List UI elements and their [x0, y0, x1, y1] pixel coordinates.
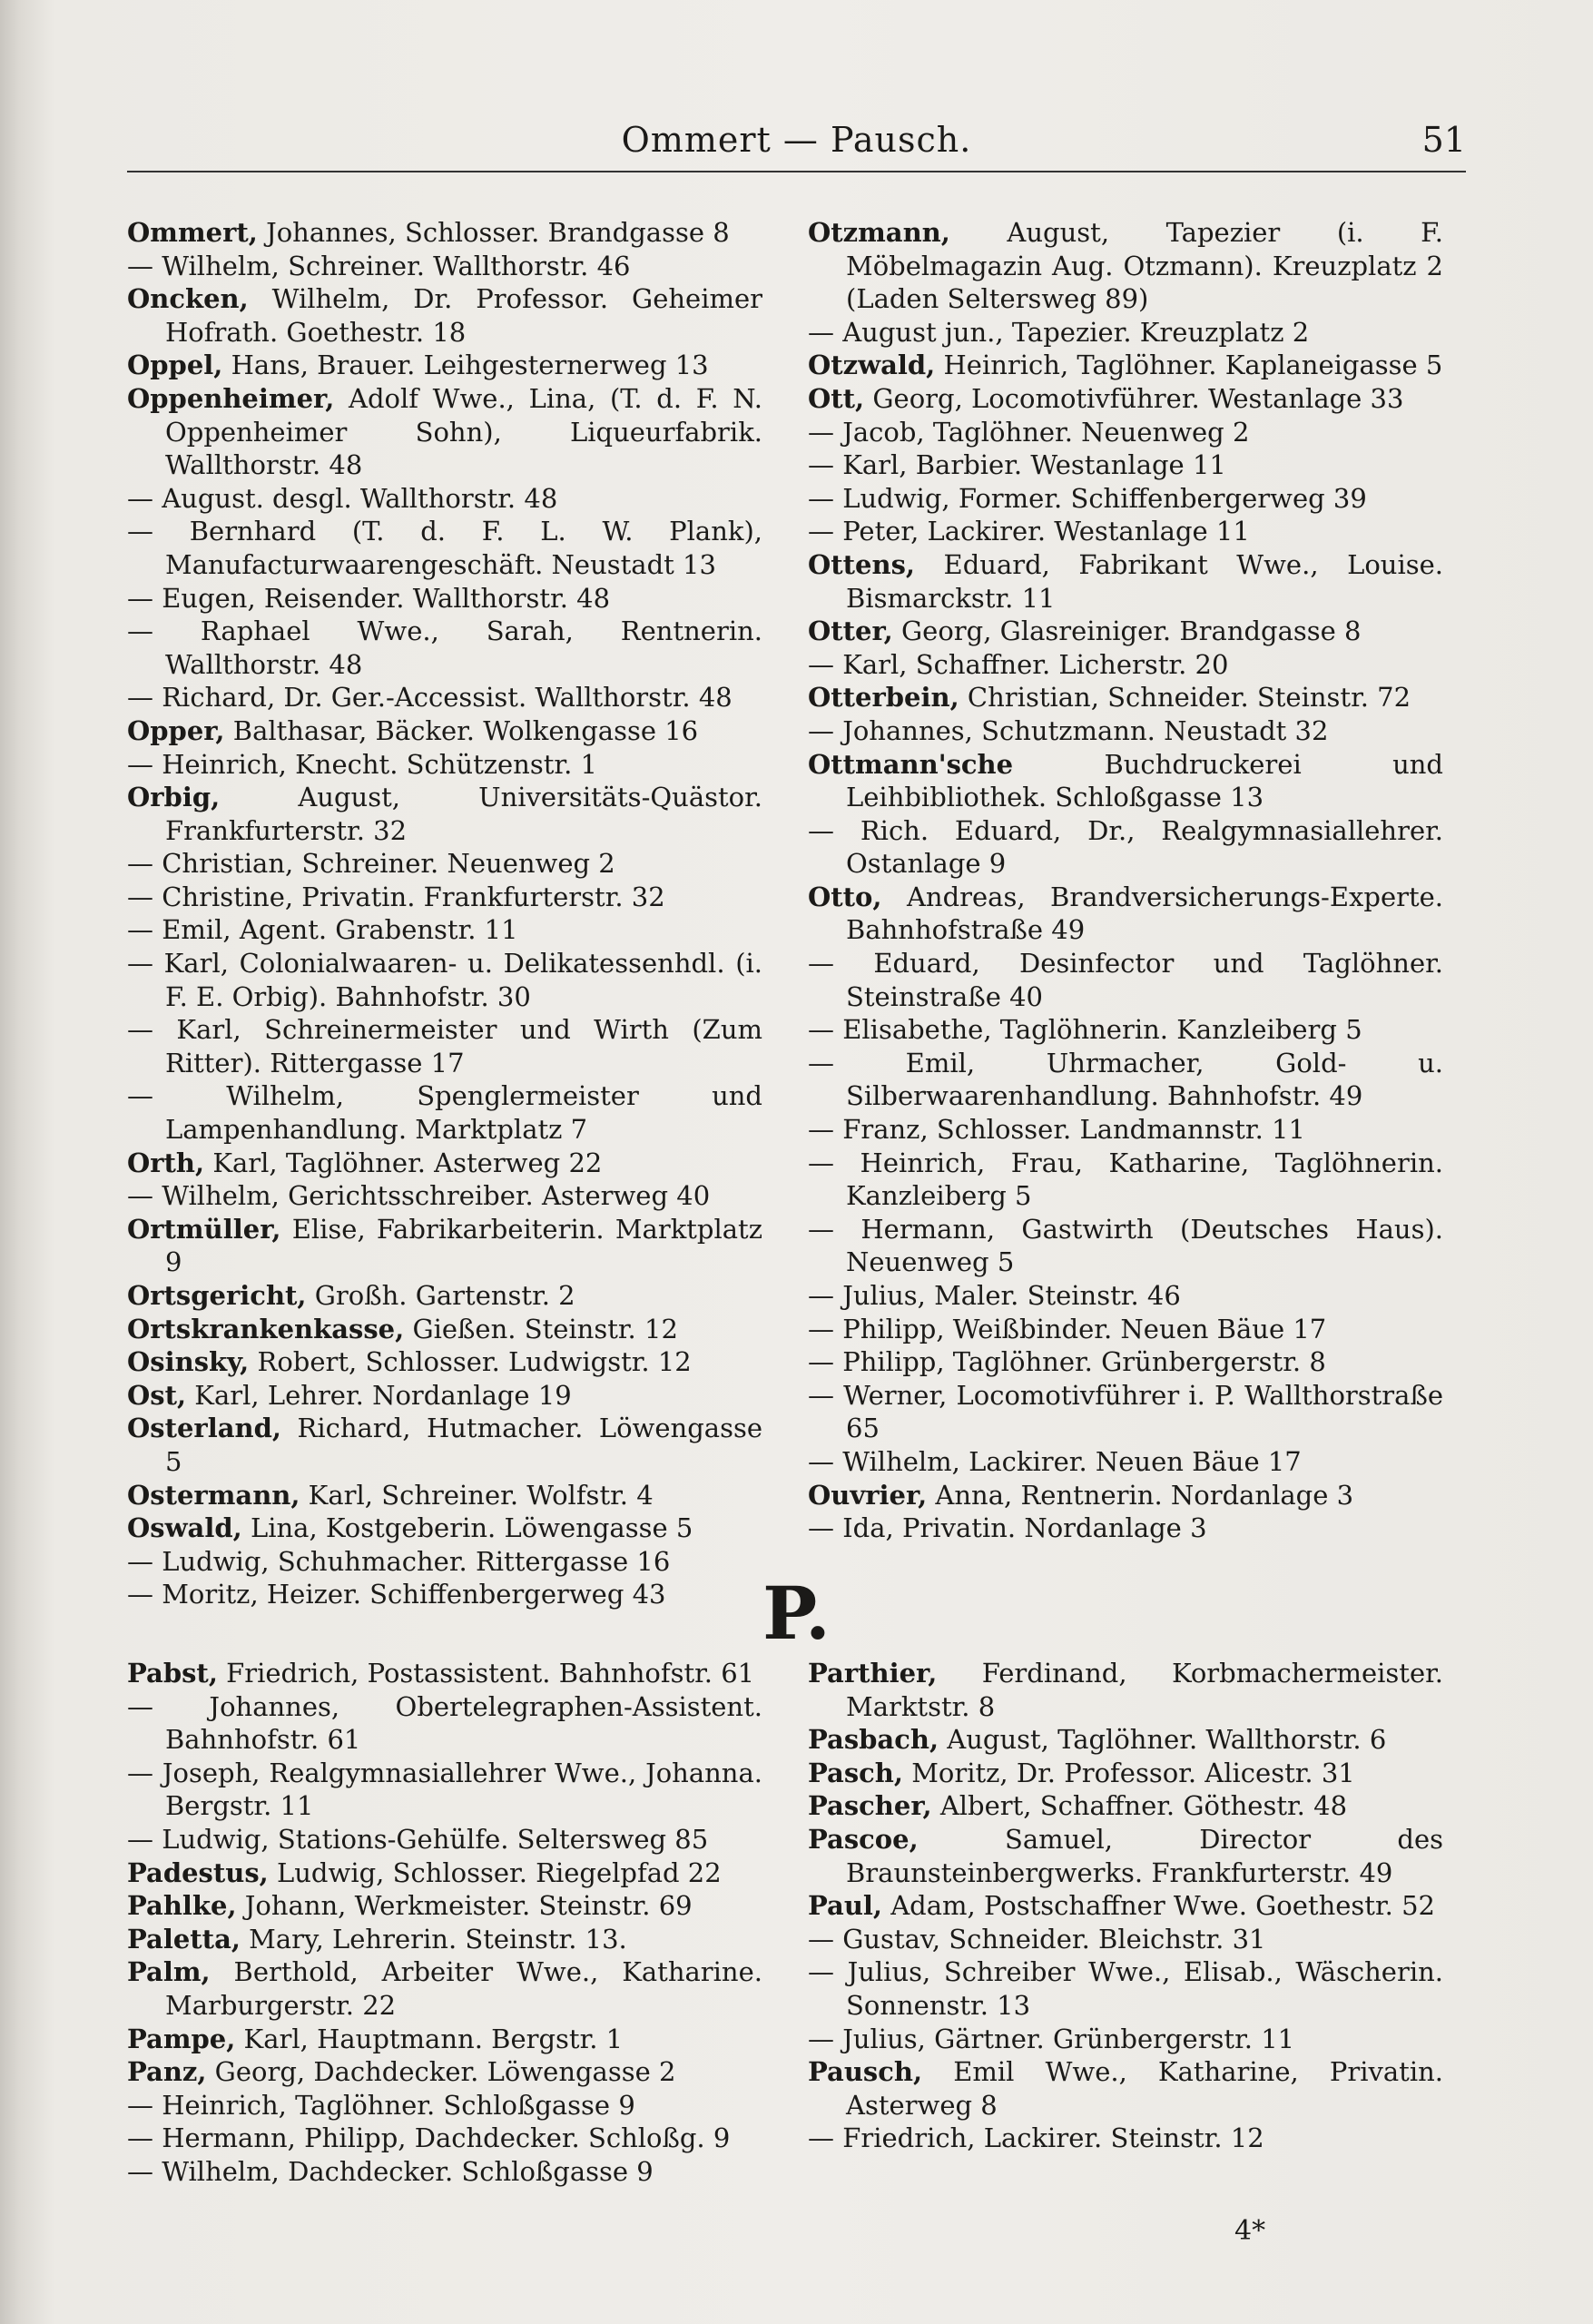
right-column-top	[808, 216, 1443, 1545]
entry-details: Adam, Postschaffner Wwe. Goethestr. 52	[882, 1890, 1435, 1922]
directory-entry	[127, 515, 762, 581]
directory-entry	[808, 1345, 1443, 1379]
entry-details: — Karl, Colonialwaaren- u. Delikatessenhdl. (i. F. E. Orbig). Bahnhofstr. 30	[127, 948, 762, 1012]
entry-surname: Pausch,	[808, 2056, 923, 2088]
entry-details: Georg, Glasreiniger. Brandgasse 8	[892, 615, 1362, 647]
directory-entry	[127, 1479, 762, 1512]
directory-entry	[808, 615, 1443, 648]
entry-details: — Richard, Dr. Ger.-Accessist. Wallthorstr. 48	[127, 682, 733, 714]
entry-details: — August jun., Tapezier. Kreuzplatz 2	[808, 316, 1310, 348]
entry-surname: Ortmüller,	[127, 1213, 281, 1245]
entry-details: Karl, Schreiner. Wolfstr. 4	[300, 1479, 654, 1511]
entry-surname: Pascher,	[808, 1790, 932, 1822]
entry-details: — Joseph, Realgymnasiallehrer Wwe., Johanna. Bergstr. 11	[127, 1757, 762, 1822]
directory-entry	[808, 316, 1443, 350]
entry-details: — Julius, Gärtner. Grünbergerstr. 11	[808, 2023, 1295, 2054]
entry-details: — Jacob, Taglöhner. Neuenweg 2	[808, 416, 1250, 448]
directory-entry	[808, 814, 1443, 881]
entry-surname: Osterland,	[127, 1413, 281, 1444]
entry-details: Großh. Gartenstr. 2	[306, 1280, 575, 1311]
entry-details: — Moritz, Heizer. Schiffenbergerweg 43	[127, 1579, 666, 1610]
entry-surname: Paul,	[808, 1890, 883, 1922]
entry-details: Friedrich, Postassistent. Bahnhofstr. 61	[217, 1658, 755, 1689]
directory-entry	[808, 1013, 1443, 1047]
entry-details: Adolf Wwe., Lina, (T. d. F. N. Oppenheimer Sohn), Liqueurfabrik. Wallthorstr. 48	[165, 382, 762, 481]
directory-entry	[127, 781, 762, 847]
entry-details: Karl, Hauptmann. Bergstr. 1	[235, 2023, 624, 2054]
entry-surname: Otzmann,	[808, 217, 950, 248]
entry-details: Christian, Schneider. Steinstr. 72	[959, 682, 1411, 714]
page-title: Ommert — Pausch.	[621, 120, 972, 160]
entry-details: — Karl, Barbier. Westanlage 11	[808, 449, 1226, 481]
entry-details: Emil Wwe., Katharine, Privatin. Asterweg 8	[846, 2056, 1443, 2121]
entry-details: — Julius, Schreiber Wwe., Elisab., Wäscherin. Sonnenstr. 13	[808, 1956, 1443, 2021]
entry-details: — Rich. Eduard, Dr., Realgymnasiallehrer. Ostanlage 9	[808, 814, 1443, 880]
entry-details: — Ludwig, Schuhmacher. Rittergasse 16	[127, 1545, 671, 1577]
directory-entry	[808, 681, 1443, 714]
directory-entry	[808, 1445, 1443, 1479]
entry-details: Mary, Lehrerin. Steinstr. 13.	[240, 1923, 627, 1955]
directory-entry	[808, 714, 1443, 748]
entry-details: August, Taglöhner. Wallthorstr. 6	[939, 1724, 1387, 1756]
entry-details: — Karl, Schreinermeister und Wirth (Zum Ritter). Rittergasse 17	[127, 1014, 762, 1078]
page-number: 51	[1421, 120, 1466, 160]
entry-surname: Ortsgericht,	[127, 1280, 307, 1311]
entry-details: Robert, Schlosser. Ludwigstr. 12	[249, 1346, 692, 1378]
directory-entry	[808, 349, 1443, 382]
directory-entry	[127, 1412, 762, 1478]
directory-entry	[808, 1723, 1443, 1757]
directory-entry	[808, 1657, 1443, 1723]
directory-entry	[127, 1757, 762, 1823]
entry-details: Samuel, Director des Braunsteinbergwerks. Frankfurterstr. 49	[846, 1823, 1443, 1888]
entry-details: — Julius, Maler. Steinstr. 46	[808, 1280, 1181, 1311]
directory-entry	[127, 947, 762, 1013]
directory-entry	[808, 748, 1443, 814]
directory-entry	[127, 881, 762, 914]
entry-details: — Franz, Schlosser. Landmannstr. 11	[808, 1114, 1305, 1146]
entry-details: — Elisabethe, Taglöhnerin. Kanzleiberg 5	[808, 1014, 1362, 1046]
entry-surname: Paletta,	[127, 1923, 241, 1955]
directory-entry	[127, 1823, 762, 1856]
entry-surname: Otter,	[808, 615, 893, 647]
entry-details: Heinrich, Taglöhner. Kaplaneigasse 5	[935, 350, 1443, 381]
printer-signature: 4*	[1234, 2215, 1266, 2247]
directory-entry	[808, 1789, 1443, 1823]
entry-surname: Orbig,	[127, 782, 221, 813]
entry-details: Albert, Schaffner. Göthestr. 48	[931, 1790, 1348, 1822]
entry-details: Richard, Hutmacher. Löwengasse 5	[165, 1413, 762, 1477]
directory-entry	[808, 382, 1443, 416]
entry-details: Johann, Werkmeister. Steinstr. 69	[236, 1890, 693, 1922]
directory-entry	[127, 748, 762, 782]
entry-details: — Ludwig, Stations-Gehülfe. Seltersweg 85	[127, 1823, 709, 1855]
left-column-top	[127, 216, 762, 1611]
directory-entry	[127, 282, 762, 349]
entry-surname: Ottens,	[808, 548, 916, 580]
directory-entry	[808, 1279, 1443, 1313]
entry-surname: Ottmann'sche	[808, 748, 1014, 780]
directory-entry	[127, 1345, 762, 1379]
entry-details: — Heinrich, Knecht. Schützenstr. 1	[127, 748, 597, 780]
entry-surname: Pasch,	[808, 1757, 903, 1788]
entry-details: — Eugen, Reisender. Wallthorstr. 48	[127, 582, 611, 614]
entry-surname: Osinsky,	[127, 1346, 250, 1378]
directory-entry	[808, 1379, 1443, 1445]
directory-entry	[127, 216, 762, 250]
directory-entry	[127, 1856, 762, 1890]
entry-details: — Peter, Lackirer. Westanlage 11	[808, 516, 1250, 547]
directory-entry	[127, 582, 762, 615]
directory-entry	[808, 1889, 1443, 1923]
entry-details: Elise, Fabrikarbeiterin. Marktplatz 9	[165, 1213, 762, 1278]
directory-entry	[808, 548, 1443, 615]
entry-surname: Oppenheimer,	[127, 382, 335, 414]
entry-surname: Padestus,	[127, 1856, 269, 1888]
directory-entry	[127, 1690, 762, 1757]
directory-entry	[808, 648, 1443, 682]
entry-details: Eduard, Fabrikant Wwe., Louise. Bismarckstr. 11	[846, 548, 1443, 614]
directory-entry	[808, 2122, 1443, 2155]
entry-surname: Palm,	[127, 1956, 211, 1988]
entry-surname: Pahlke,	[127, 1890, 237, 1922]
entry-surname: Ott,	[808, 382, 865, 414]
entry-surname: Pampe,	[127, 2023, 236, 2054]
directory-entry	[127, 1213, 762, 1279]
entry-details: Balthasar, Bäcker. Wolkengasse 16	[224, 714, 699, 746]
directory-entry	[808, 2055, 1443, 2122]
entry-surname: Ostermann,	[127, 1479, 300, 1511]
entry-details: — Ida, Privatin. Nordanlage 3	[808, 1512, 1207, 1544]
entry-details: Andreas, Brandversicherungs-Experte. Bahnhofstraße 49	[846, 881, 1443, 946]
directory-entry	[808, 881, 1443, 947]
entry-details: — Friedrich, Lackirer. Steinstr. 12	[808, 2122, 1264, 2154]
entry-details: Moritz, Dr. Professor. Alicestr. 31	[902, 1757, 1355, 1788]
entry-surname: Oncken,	[127, 283, 249, 315]
entry-details: Anna, Rentnerin. Nordanlage 3	[927, 1479, 1354, 1511]
entry-details: — Raphael Wwe., Sarah, Rentnerin. Wallthorstr. 48	[127, 615, 762, 680]
directory-entry	[808, 1047, 1443, 1113]
directory-entry	[127, 1923, 762, 1956]
directory-entry	[127, 1013, 762, 1079]
directory-entry	[127, 1079, 762, 1146]
entry-details: — Emil, Agent. Grabenstr. 11	[127, 914, 518, 946]
directory-entry	[127, 2122, 762, 2155]
entry-details: — Hermann, Gastwirth (Deutsches Haus). Neuenweg 5	[808, 1213, 1443, 1278]
entry-details: — Philipp, Taglöhner. Grünbergerstr. 8	[808, 1346, 1326, 1378]
directory-entry	[808, 1757, 1443, 1790]
entry-details: Hans, Brauer. Leihgesternerweg 13	[222, 350, 709, 381]
section-letter: P.	[762, 1571, 831, 1656]
entry-details: Berthold, Arbeiter Wwe., Katharine. Marburgerstr. 22	[165, 1956, 762, 2021]
directory-entry	[127, 2089, 762, 2122]
entry-details: Georg, Dachdecker. Löwengasse 2	[206, 2056, 676, 2088]
entry-details: — Wilhelm, Spenglermeister und Lampenhandlung. Marktplatz 7	[127, 1080, 762, 1146]
entry-details: Johannes, Schlosser. Brandgasse 8	[257, 217, 730, 248]
entry-details: Wilhelm, Dr. Professor. Geheimer Hofrath. Goethestr. 18	[165, 283, 762, 348]
entry-surname: Pasbach,	[808, 1724, 939, 1756]
directory-entry	[127, 1279, 762, 1313]
directory-entry	[127, 2055, 762, 2089]
entry-details: — August. desgl. Wallthorstr. 48	[127, 482, 558, 514]
entry-details: Lina, Kostgeberin. Löwengasse 5	[241, 1512, 693, 1544]
entry-details: — Wilhelm, Dachdecker. Schloßgasse 9	[127, 2155, 654, 2187]
directory-entry	[127, 1313, 762, 1346]
directory-entry	[808, 1955, 1443, 2022]
directory-entry	[808, 482, 1443, 516]
entry-details: — Karl, Schaffner. Licherstr. 20	[808, 648, 1229, 680]
entry-details: — Johannes, Schutzmann. Neustadt 32	[808, 714, 1329, 746]
entry-details: Ferdinand, Korbmachermeister. Marktstr. 8	[846, 1658, 1443, 1722]
directory-entry	[808, 947, 1443, 1013]
entry-details: Gießen. Steinstr. 12	[404, 1313, 678, 1344]
left-column-bottom	[127, 1657, 762, 2189]
entry-details: — Philipp, Weißbinder. Neuen Bäue 17	[808, 1313, 1327, 1344]
entry-details: — Johannes, Obertelegraphen-Assistent. Bahnhofstr. 61	[127, 1690, 762, 1756]
entry-details: — Heinrich, Taglöhner. Schloßgasse 9	[127, 2089, 635, 2121]
entry-surname: Panz,	[127, 2056, 207, 2088]
directory-entry	[808, 1823, 1443, 1889]
directory-entry	[808, 1213, 1443, 1279]
entry-details: — Christian, Schreiner. Neuenweg 2	[127, 848, 615, 880]
directory-entry	[127, 382, 762, 482]
directory-entry	[808, 1147, 1443, 1213]
entry-details: — Wilhelm, Gerichtsschreiber. Asterweg 40	[127, 1180, 711, 1212]
entry-details: — Ludwig, Former. Schiffenbergerweg 39	[808, 482, 1367, 514]
entry-details: Georg, Locomotivführer. Westanlage 33	[864, 382, 1404, 414]
entry-details: — Werner, Locomotivführer i. P. Wallthorstraße 65	[808, 1379, 1443, 1444]
directory-entry	[127, 1179, 762, 1213]
entry-details: — Christine, Privatin. Frankfurterstr. 32	[127, 881, 665, 912]
directory-entry	[127, 1147, 762, 1180]
directory-entry	[808, 1512, 1443, 1545]
directory-entry	[127, 482, 762, 516]
directory-entry	[127, 1512, 762, 1545]
entry-details: — Bernhard (T. d. F. L. W. Plank), Manufacturwaarengeschäft. Neustadt 13	[127, 516, 762, 580]
directory-entry	[127, 913, 762, 947]
directory-entry	[127, 714, 762, 748]
entry-surname: Opper,	[127, 714, 225, 746]
entry-surname: Otzwald,	[808, 350, 936, 381]
entry-details: Karl, Taglöhner. Asterweg 22	[204, 1147, 603, 1178]
entry-details: — Heinrich, Frau, Katharine, Taglöhnerin. Kanzleiberg 5	[808, 1147, 1443, 1212]
directory-entry	[808, 515, 1443, 548]
entry-surname: Pabst,	[127, 1658, 218, 1689]
entry-details: — Wilhelm, Schreiner. Wallthorstr. 46	[127, 250, 631, 281]
directory-entry	[808, 216, 1443, 316]
directory-entry	[808, 1313, 1443, 1346]
directory-entry	[808, 416, 1443, 449]
directory-entry	[127, 250, 762, 283]
directory-entry	[127, 681, 762, 714]
directory-entry	[127, 349, 762, 382]
entry-surname: Ortskrankenkasse,	[127, 1313, 405, 1344]
entry-surname: Parthier,	[808, 1658, 938, 1689]
directory-entry	[127, 2023, 762, 2056]
directory-entry	[808, 2023, 1443, 2056]
entry-details: — Eduard, Desinfector und Taglöhner. Steinstraße 40	[808, 948, 1443, 1012]
entry-details: — Hermann, Philipp, Dachdecker. Schloßg. 9	[127, 2122, 731, 2154]
directory-entry	[127, 1889, 762, 1923]
entry-details: Buchdruckerei und Leihbibliothek. Schloßgasse 13	[846, 748, 1443, 813]
header-rule	[127, 171, 1466, 172]
directory-entry	[127, 1657, 762, 1690]
entry-surname: Oppel,	[127, 350, 223, 381]
directory-entry	[127, 847, 762, 881]
entry-surname: Ommert,	[127, 217, 258, 248]
entry-details: Ludwig, Schlosser. Riegelpfad 22	[268, 1856, 722, 1888]
entry-surname: Oswald,	[127, 1512, 242, 1544]
directory-entry	[127, 1379, 762, 1413]
page-header	[127, 120, 1466, 165]
directory-entry	[808, 448, 1443, 482]
entry-surname: Ost,	[127, 1379, 187, 1411]
right-column-bottom	[808, 1657, 1443, 2155]
directory-entry	[808, 1479, 1443, 1512]
entry-details: August, Tapezier (i. F. Möbelmagazin Aug. Otzmann). Kreuzplatz 2 (Laden Seltersweg 89)	[846, 217, 1443, 315]
entry-details: — Emil, Uhrmacher, Gold- u. Silberwaarenhandlung. Bahnhofstr. 49	[808, 1047, 1443, 1112]
entry-surname: Ouvrier,	[808, 1479, 928, 1511]
entry-surname: Otto,	[808, 881, 882, 912]
entry-surname: Otterbein,	[808, 682, 959, 714]
directory-entry	[127, 615, 762, 681]
entry-surname: Orth,	[127, 1147, 205, 1178]
entry-details: — Gustav, Schneider. Bleichstr. 31	[808, 1923, 1266, 1955]
entry-details: August, Universitäts-Quästor. Frankfurterstr. 32	[165, 782, 762, 846]
entry-details: — Wilhelm, Lackirer. Neuen Bäue 17	[808, 1445, 1302, 1477]
entry-surname: Pascoe,	[808, 1823, 919, 1855]
directory-entry	[127, 1955, 762, 2022]
directory-entry	[808, 1113, 1443, 1147]
directory-entry	[808, 1923, 1443, 1956]
entry-details: Karl, Lehrer. Nordanlage 19	[186, 1379, 572, 1411]
directory-entry	[127, 2155, 762, 2189]
